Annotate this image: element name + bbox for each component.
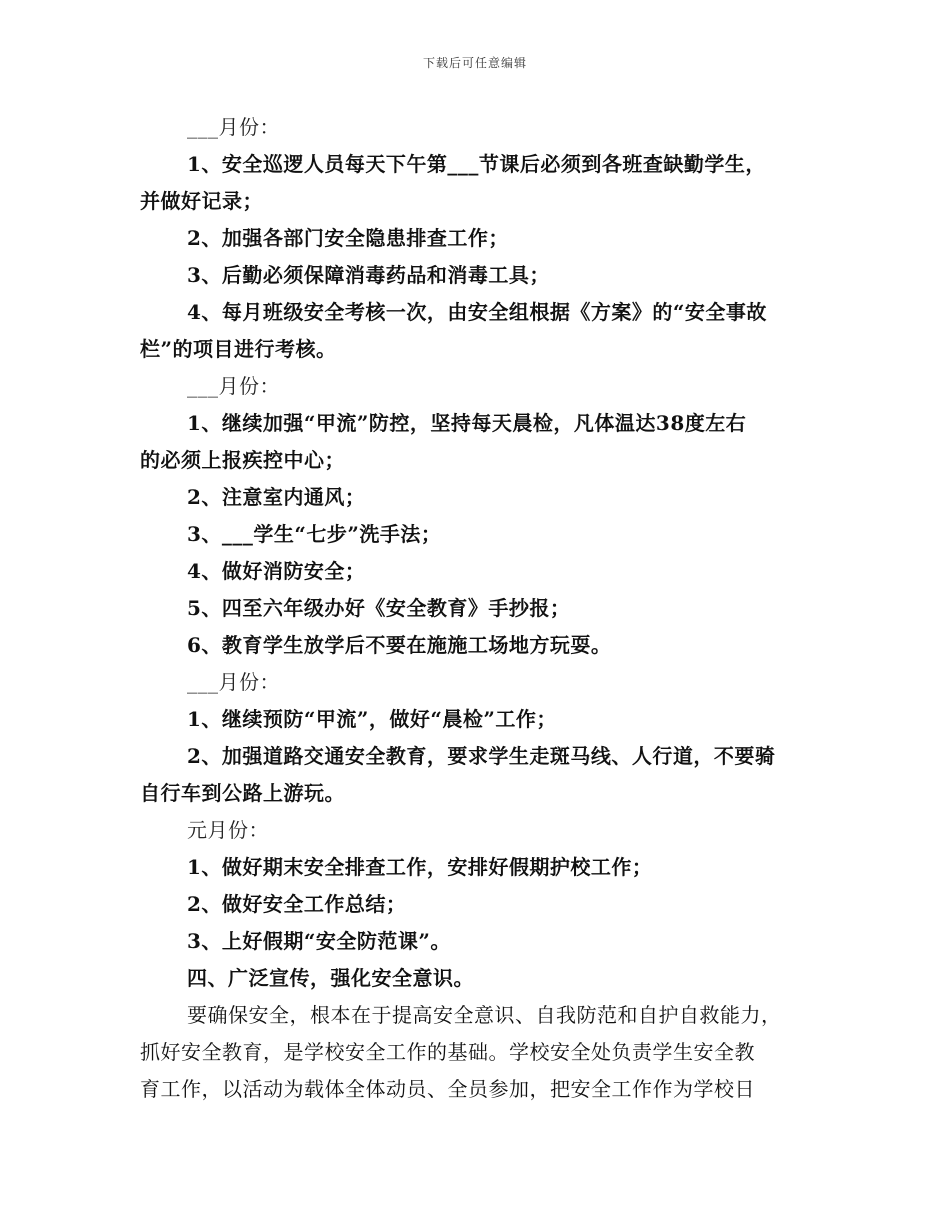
paragraph-line: 栏”的项目进行考核。: [140, 337, 337, 361]
paragraph-line: 3、___学生“七步”洗手法；: [187, 522, 442, 546]
paragraph-line: 4、每月班级安全考核一次，由安全组根据《方案》的“安全事故: [187, 300, 767, 324]
paragraph-line: 6、教育学生放学后不要在施施工场地方玩耍。: [187, 633, 612, 657]
paragraph-line: 的必须上报疾控中心；: [140, 448, 345, 472]
paragraph-line: 要确保安全，根本在于提高安全意识、自我防范和自护自救能力，: [187, 1003, 782, 1027]
paragraph-line: 1、做好期末安全排查工作，安排好假期护校工作；: [187, 855, 653, 879]
page-header: 下载后可任意编辑: [422, 56, 527, 70]
paragraph-line: 2、加强各部门安全隐患排查工作；: [187, 226, 509, 250]
month-heading: ___月份：: [187, 115, 280, 139]
paragraph-line: 4、做好消防安全；: [187, 559, 366, 583]
paragraph-line: 3、后勤必须保障消毒药品和消毒工具；: [187, 263, 550, 287]
paragraph-line: 3、上好假期“安全防范课”。: [187, 929, 451, 953]
section-heading: 四、广泛宣传，强化安全意识。: [187, 966, 474, 990]
month-heading: ___月份：: [187, 374, 280, 398]
paragraph-line: 1、继续加强“甲流”防控，坚持每天晨检，凡体温达38度左右: [187, 411, 747, 435]
paragraph-line: 育工作，以活动为载体全体动员、全员参加，把安全工作作为学校日: [140, 1077, 755, 1101]
document-body: [140, 109, 820, 1108]
paragraph-line: 2、注意室内通风；: [187, 485, 366, 509]
paragraph-line: 自行车到公路上游玩。: [140, 781, 345, 805]
month-heading: 元月份：: [187, 818, 269, 842]
paragraph-line: 1、继续预防“甲流”，做好“晨检”工作；: [187, 707, 557, 731]
paragraph-line: 2、加强道路交通安全教育，要求学生走斑马线、人行道，不要骑: [187, 744, 776, 768]
month-heading: ___月份：: [187, 670, 280, 694]
paragraph-line: 1、安全巡逻人员每天下午第___节课后必须到各班查缺勤学生，: [187, 152, 766, 176]
paragraph-line: 2、做好安全工作总结；: [187, 892, 407, 916]
paragraph-line: 5、四至六年级办好《安全教育》手抄报；: [187, 596, 571, 620]
paragraph-line: 抓好安全教育，是学校安全工作的基础。学校安全处负责学生安全教: [140, 1040, 755, 1064]
paragraph-line: 并做好记录；: [140, 189, 263, 213]
